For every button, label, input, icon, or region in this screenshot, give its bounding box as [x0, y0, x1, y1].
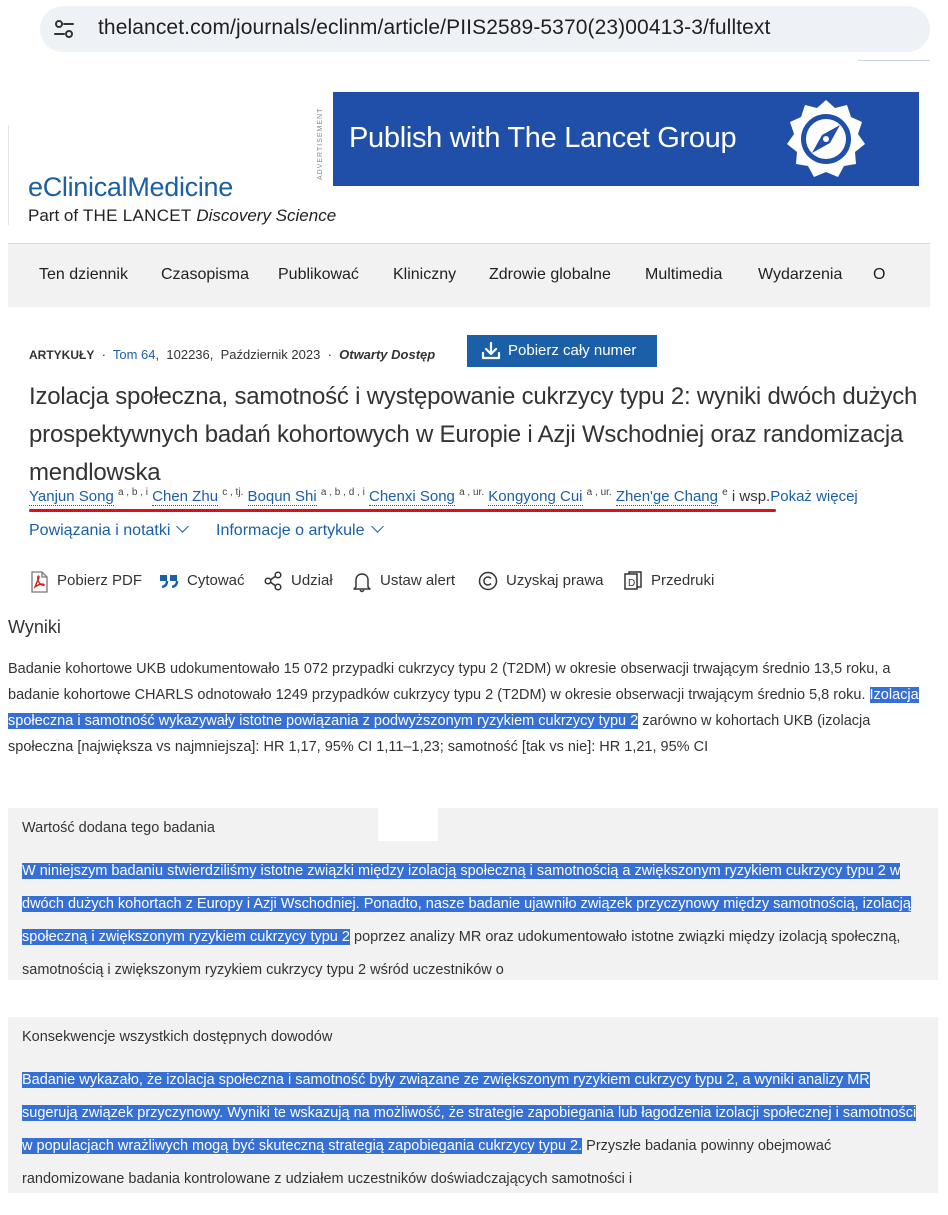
nav-item-about[interactable]: O	[873, 266, 886, 283]
nav-item-this-journal[interactable]: Ten dziennik	[39, 266, 128, 283]
header-blank-area	[8, 60, 288, 180]
compass-badge-icon	[785, 98, 867, 180]
panel-title: Wartość dodana tego badania	[22, 820, 215, 836]
nav-item-multimedia[interactable]: Multimedia	[645, 266, 723, 283]
ad-text: Publish with The Lancet Group	[349, 122, 737, 154]
url-text[interactable]: thelancet.com/journals/eclinm/article/PIIS2589-5370(23)00413-3/fulltext	[98, 16, 771, 39]
divider	[8, 125, 9, 225]
panel-text: W niniejszym badaniu stwierdziliśmy istotne związki między izolacją społeczną i samotnością a zwiększonym ryzykiem cukrzycy typu 2 w dwóch dużych kohortach z Europy i Azji Wschodniej. Ponadto, nasze badanie ujawniło związek przyczynowy między samotnością, izolacją społeczną i zwiększonym ryzykiem cukrzycy typu 2 poprzez analizy MR oraz udokumentowało istotne związki między izolacją społeczną, samotnością i zwiększonym ryzykiem cukrzycy typu 2 wśród uczestników o	[22, 863, 911, 978]
share-icon	[263, 571, 283, 591]
copyright-icon	[478, 571, 498, 591]
article-number: 102236	[166, 347, 210, 362]
ad-label: ADVERTISEMENT	[317, 107, 324, 180]
journal-subtitle: Part of THE LANCET Discovery Science	[28, 206, 337, 225]
nav-item-global-health[interactable]: Zdrowie globalne	[489, 266, 611, 283]
nav-item-journals[interactable]: Czasopisma	[161, 266, 250, 283]
author-link[interactable]: Zhen'ge Chang	[615, 488, 718, 505]
panel-text: Badanie wykazało, że izolacja społeczna i samotność były związane ze zwiększonym ryzykiem cukrzycy typu 2, a wyniki analizy MR sugerują związek przyczynowy. Wyniki te wskazują na możliwość, że strategie zapobiegania lub łagodzenia izolacji społecznej i samotności w populacjach wrażliwych mogą być skuteczną strategią zapobiegania cukrzycy typu 2. Przyszłe badania powinny obejmować randomizowane badania kontrolowane z udziałem uczestników doświadczających samotności i	[22, 1072, 917, 1187]
volume-link[interactable]: Tom 64	[112, 347, 156, 362]
journal-logo[interactable]: eClinicalMedicine	[28, 172, 233, 202]
author-link[interactable]: Chen Zhu	[152, 488, 219, 505]
added-value-panel	[8, 808, 938, 980]
chevron-down-icon	[177, 520, 190, 533]
connections-notes-toggle[interactable]: Powiązania i notatki	[29, 522, 187, 540]
implications-panel	[8, 1017, 938, 1193]
highlighted-text: Izolacja społeczna i samotność wykazywały istotne powiązania z podwyższonym ryzykiem cukrzycy typu 2	[8, 687, 919, 729]
nav-item-publish[interactable]: Publikować	[278, 266, 359, 283]
red-underline-annotation	[29, 509, 776, 512]
nav-item-clinical[interactable]: Kliniczny	[393, 266, 457, 283]
main-nav	[8, 244, 930, 307]
panel-notch	[378, 808, 438, 841]
bell-icon	[352, 571, 372, 593]
article-type: ARTYKUŁY	[29, 348, 95, 362]
chevron-down-icon	[371, 520, 384, 533]
download-issue-button[interactable]	[467, 335, 657, 367]
svg-text:D: D	[628, 578, 636, 589]
author-list: Yanjun Song $^{a , b , i}$ Chen Zhu $^{c , tj.}$ Boqun Shi $^{a , b , d , i}$ Chenxi Song $^{a , ur.}$ Kongyong Cui $^{a , ur.}$ Zhen'ge Chang $^e$ i wsp.Pokaż więcej	[29, 487, 858, 505]
article-title: Izolacja społeczna, samotność i występowanie cukrzycy typu 2: wyniki dwóch dużych prospektywnych badań kohortowych w Europie i Azji Wschodniej oraz randomizacja mendlowska	[29, 383, 918, 486]
ad-banner[interactable]	[333, 92, 919, 186]
nav-item-events[interactable]: Wydarzenia	[758, 266, 843, 283]
pdf-icon	[29, 571, 49, 593]
highlighted-text: Badanie wykazało, że izolacja społeczna i samotność były związane ze zwiększonym ryzykiem cukrzycy typu 2, a wyniki analizy MR sugerują związek przyczynowy. Wyniki te wskazują na możliwość, że strategie zapobiegania lub łagodzenia izolacji społecznej i samotności w populacjach wrażliwych mogą być skuteczną strategią zapobiegania cukrzycy typu 2.	[22, 1072, 917, 1154]
site-settings-icon[interactable]	[52, 17, 76, 41]
article-meta: ARTYKUŁY · Tom 64, 102236, Październik 2023 · Otwarty Dostęp	[29, 347, 436, 362]
author-link[interactable]: Boqun Shi	[247, 488, 317, 505]
results-paragraph: Badanie kohortowe UKB udokumentowało 15 072 przypadki cukrzycy typu 2 (T2DM) w okresie obserwacji trwającym średnio 13,5 roku, a badanie kohortowe CHARLS odnotowało 1249 przypadków cukrzycy typu 2 (T2DM) w okresie obserwacji trwającym średnio 5,8 roku. Izolacja społeczna i samotność wykazywały istotne powiązania z podwyższonym ryzykiem cukrzycy typu 2 zarówno w kohortach UKB (izolacja społeczna [największa vs najmniejsza]: HR 1,17, 95% CI 1,11–1,23; samotność [tak vs nie]: HR 1,21, 95% CI	[8, 661, 919, 755]
show-more-link[interactable]: Pokaż więcej	[770, 488, 858, 505]
highlighted-text: W niniejszym badaniu stwierdziliśmy istotne związki między izolacją społeczną i samotnością a zwiększonym ryzykiem cukrzycy typu 2 w dwóch dużych kohortach z Europy i Azji Wschodniej. Ponadto, nasze badanie ujawniło związek przyczynowy między samotnością, izolacją społeczną i zwiększonym ryzykiem cukrzycy typu 2	[22, 863, 911, 945]
download-icon	[481, 341, 501, 361]
quote-icon	[159, 571, 179, 591]
divider	[858, 60, 930, 61]
download-issue-label: Pobierz cały numer	[508, 342, 637, 359]
author-link[interactable]: Kongyong Cui	[488, 488, 583, 505]
author-link[interactable]: Chenxi Song	[369, 488, 455, 505]
et-al: i wsp.	[731, 488, 771, 505]
reprints-icon	[623, 571, 643, 593]
article-date: Październik 2023	[220, 347, 321, 362]
article-info-toggle[interactable]: Informacje o artykule	[216, 522, 382, 540]
open-access-label: Otwarty Dostęp	[339, 347, 436, 362]
section-heading-results: Wyniki	[8, 617, 61, 637]
panel-title: Konsekwencje wszystkich dostępnych dowodów	[22, 1029, 333, 1045]
author-link[interactable]: Yanjun Song	[29, 488, 114, 505]
